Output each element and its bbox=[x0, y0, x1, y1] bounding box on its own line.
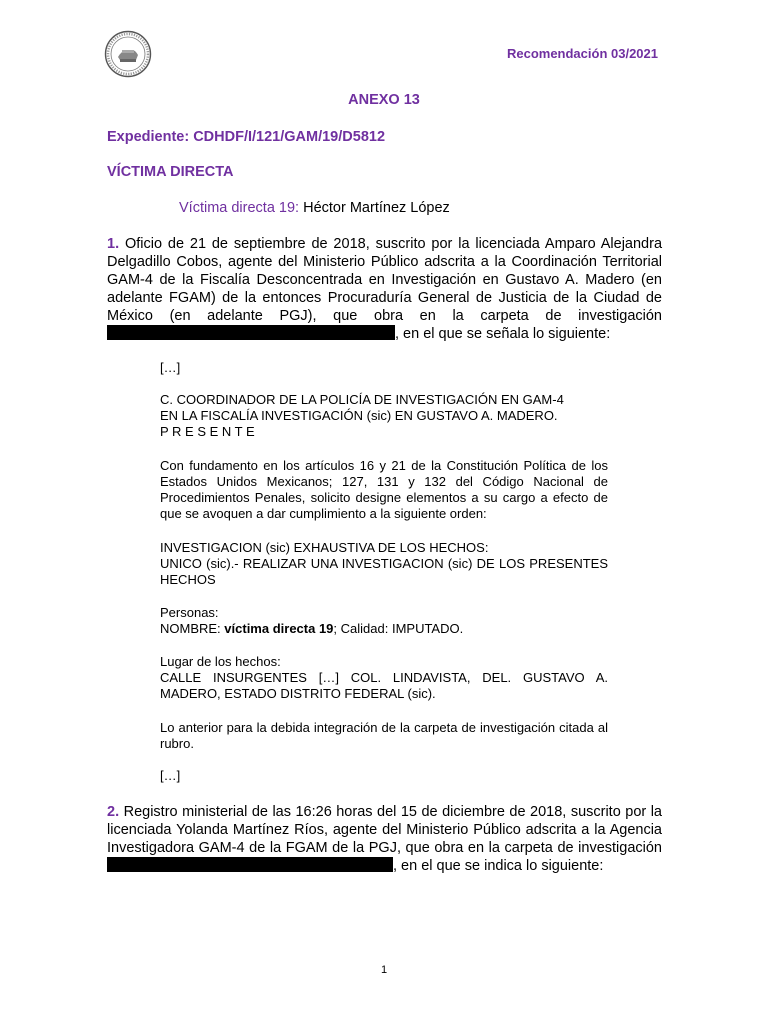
nombre-label: NOMBRE: bbox=[160, 621, 221, 636]
addressee-line-2: EN LA FISCALÍA INVESTIGACIÓN (sic) EN GUSTAVO A. MADERO. bbox=[160, 408, 558, 423]
victim-name: Héctor Martínez López bbox=[303, 200, 450, 216]
quote-ellipsis-close: […] bbox=[160, 768, 181, 783]
lugar-value: CALLE INSURGENTES […] COL. LINDAVISTA, DEL. GUSTAVO A. MADERO, ESTADO DISTRITO FEDERAL (sic). bbox=[160, 670, 608, 701]
item-1-text-end: , en el que se señala lo siguiente: bbox=[395, 326, 611, 342]
quote-ellipsis-open: […] bbox=[160, 360, 181, 375]
item-2-text: Registro ministerial de las 16:26 horas del 15 de diciembre de 2018, suscrito por la licenciada Yolanda Martínez Ríos, agente del Ministerio Público adscrita a la Agencia Investigadora GAM-4 de la FGAM de la PGJ, que obra en la carpeta de investigación bbox=[107, 804, 662, 856]
annex-title: ANEXO 13 bbox=[348, 92, 420, 108]
personas-label: Personas: bbox=[160, 605, 219, 620]
recommendation-number: Recomendación 03/2021 bbox=[506, 46, 658, 61]
investigacion-line-1: INVESTIGACION (sic) EXHAUSTIVA DE LOS HECHOS: bbox=[160, 540, 489, 555]
item-2-text-end: , en el que se indica lo siguiente: bbox=[393, 858, 604, 874]
quote-addressee bbox=[160, 392, 608, 440]
redacted-block bbox=[107, 857, 393, 872]
victim-heading: VÍCTIMA DIRECTA bbox=[107, 164, 234, 180]
quote-investigacion bbox=[160, 540, 608, 588]
lugar-label: Lugar de los hechos: bbox=[160, 654, 281, 669]
item-2-number: 2. bbox=[107, 804, 120, 820]
addressee-line-1: C. COORDINADOR DE LA POLICÍA DE INVESTIGACIÓN EN GAM-4 bbox=[160, 392, 564, 407]
institutional-seal-icon bbox=[104, 30, 152, 78]
victim-label: Víctima directa 19: bbox=[179, 200, 300, 216]
redacted-block bbox=[107, 325, 395, 340]
quote-anterior: Lo anterior para la debida integración de la carpeta de investigación citada al rubro. bbox=[160, 720, 608, 751]
item-2-paragraph bbox=[107, 803, 662, 875]
quote-fundamento: Con fundamento en los artículos 16 y 21 de la Constitución Política de los Estados Unidos Mexicanos; 127, 131 y 132 del Código Nacional de Procedimientos Penales, solicito designe elementos a su cargo a efecto de que se avoquen a dar cumplimiento a la siguiente orden: bbox=[160, 458, 608, 521]
item-1-paragraph bbox=[107, 235, 662, 343]
item-1-text: Oficio de 21 de septiembre de 2018, suscrito por la licenciada Amparo Alejandra Delgadillo Cobos, agente del Ministerio Público adscrita a la Coordinación Territorial GAM-4 de la Fiscalía Desconcentrada en Investigación en Gustavo A. Madero (en adelante FGAM) de la entonces Procuraduría General de Justicia de la Ciudad de México (en adelante PGJ), que obra en la carpeta de investigación bbox=[107, 236, 663, 324]
quote-lugar bbox=[160, 654, 608, 702]
investigacion-line-2: UNICO (sic).- REALIZAR UNA INVESTIGACION (sic) DE LOS PRESENTES HECHOS bbox=[160, 556, 608, 587]
nombre-line bbox=[160, 621, 608, 637]
file-number: Expediente: CDHDF/I/121/GAM/19/D5812 bbox=[107, 129, 386, 145]
item-1-number: 1. bbox=[107, 236, 120, 252]
quote-personas bbox=[160, 605, 608, 637]
page-number: 1 bbox=[380, 964, 388, 976]
victim-line bbox=[179, 200, 450, 216]
calidad: ; Calidad: IMPUTADO. bbox=[333, 621, 464, 636]
nombre-value: víctima directa 19 bbox=[224, 621, 334, 636]
presente: P R E S E N T E bbox=[160, 424, 255, 439]
